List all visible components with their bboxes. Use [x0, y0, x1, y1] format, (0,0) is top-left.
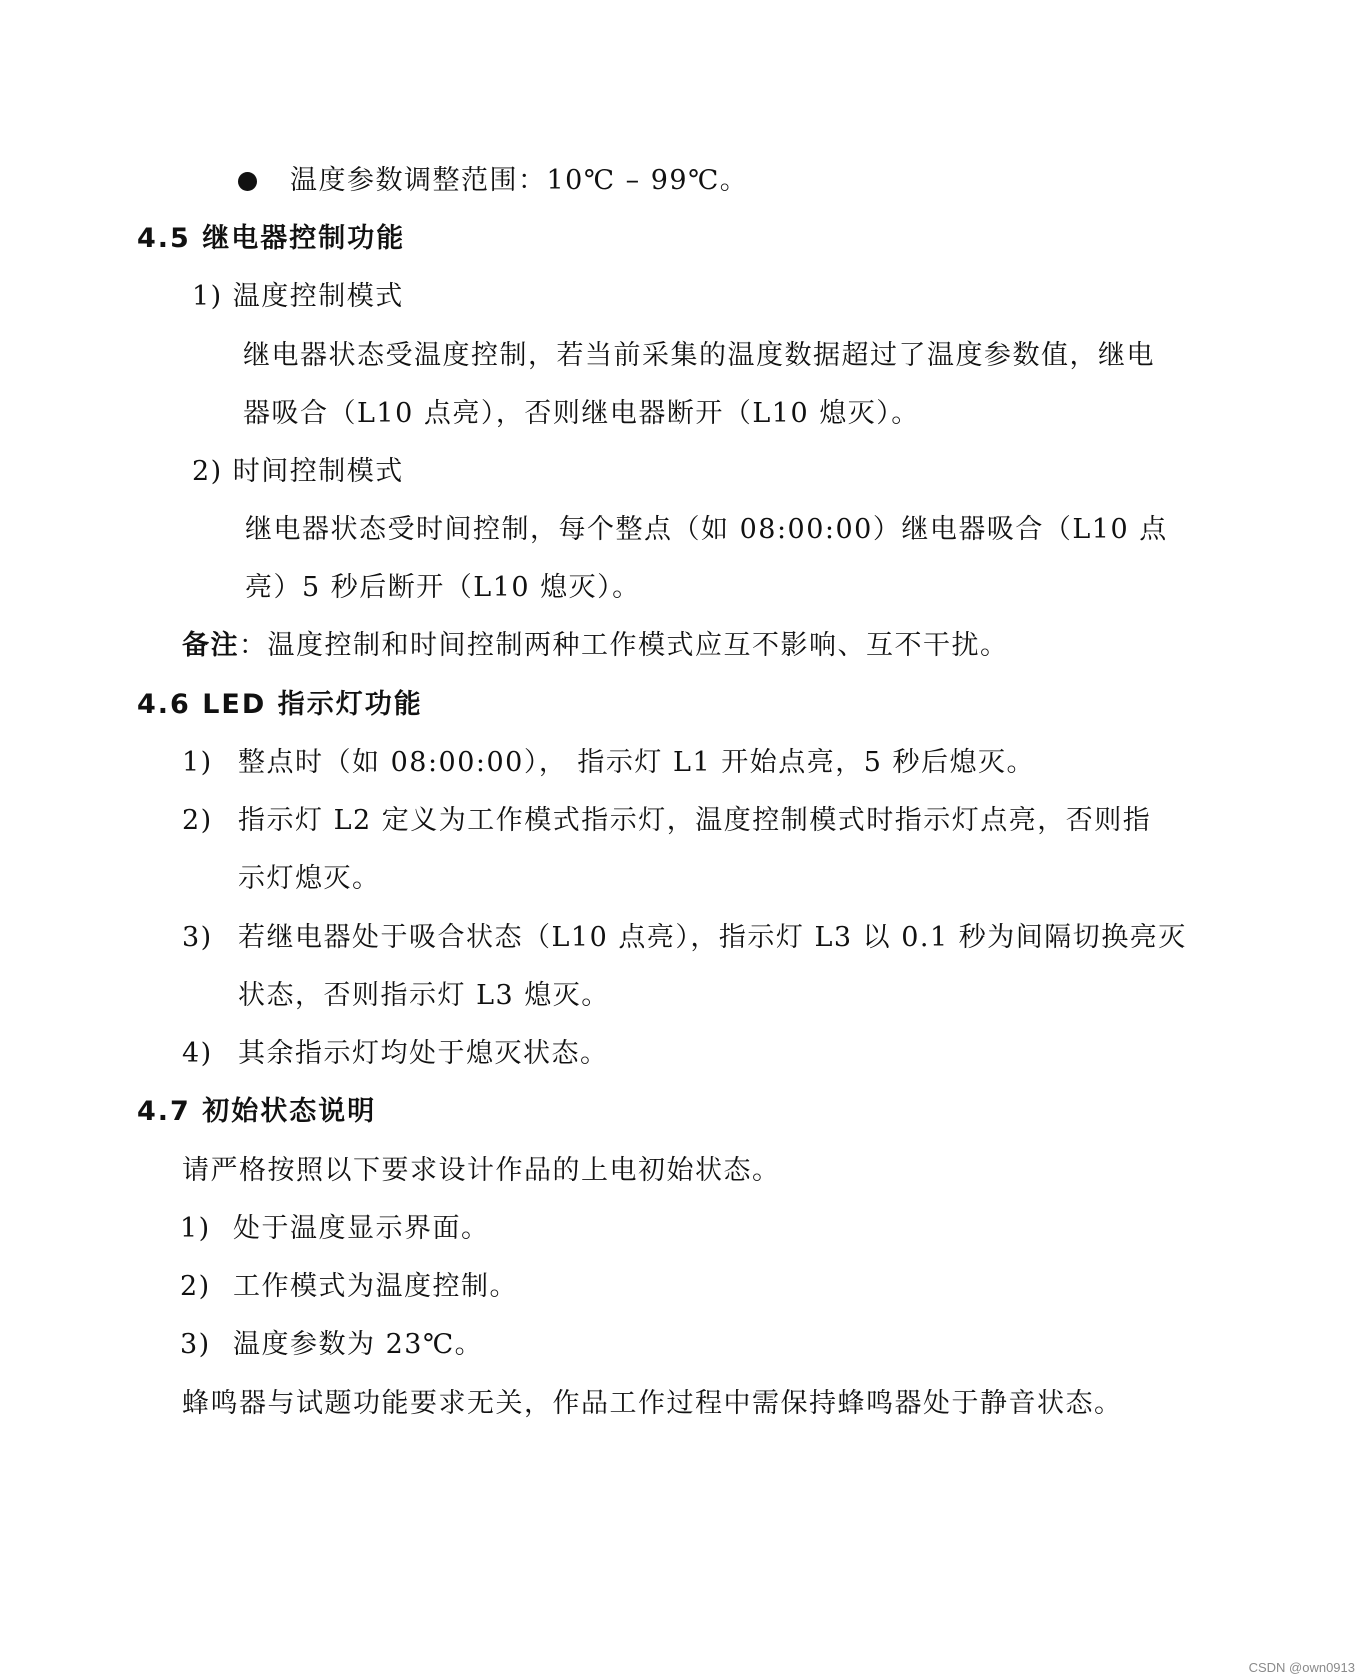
mode2-line1: 继电器状态受时间控制，每个整点（如 08:00:00）继电器吸合（L10 点	[245, 514, 1168, 545]
init-intro: 请严格按照以下要求设计作品的上电初始状态。	[182, 1155, 781, 1186]
section-4-6-heading: 4.6 LED 指示灯功能	[137, 689, 423, 720]
mode1-label: 1) 温度控制模式	[192, 281, 404, 312]
led-item-2-text-cont: 示灯熄灭。	[238, 863, 381, 894]
init-item-1-text: 处于温度显示界面。	[233, 1213, 490, 1244]
mode2-line2: 亮）5 秒后断开（L10 熄灭）。	[245, 572, 641, 603]
led-item-1-text: 整点时（如 08:00:00）， 指示灯 L1 开始点亮，5 秒后熄灭。	[238, 747, 1035, 778]
led-item-4-num: 4)	[182, 1038, 213, 1069]
led-item-3-text-cont: 状态，否则指示灯 L3 熄灭。	[238, 980, 610, 1011]
range-item-text: 温度参数调整范围：10℃ – 99℃。	[290, 165, 749, 196]
mode1-line2: 器吸合（L10 点亮），否则继电器断开（L10 熄灭）。	[243, 398, 920, 429]
watermark: CSDN @own0913	[1248, 1660, 1355, 1675]
init-item-1-num: 1)	[180, 1213, 211, 1244]
closing-paragraph: 蜂鸣器与试题功能要求无关，作品工作过程中需保持蜂鸣器处于静音状态。	[182, 1388, 1123, 1419]
init-item-2-text: 工作模式为温度控制。	[233, 1271, 518, 1302]
note-label: 备注	[182, 630, 239, 661]
led-item-4-text: 其余指示灯均处于熄灭状态。	[238, 1038, 609, 1069]
init-item-3-text: 温度参数为 23℃。	[233, 1329, 484, 1360]
note-paragraph	[182, 628, 1009, 664]
note-text: ：温度控制和时间控制两种工作模式应互不影响、互不干扰。	[239, 630, 1009, 661]
section-4-7-heading: 4.7 初始状态说明	[137, 1096, 377, 1127]
section-4-5-heading: 4.5 继电器控制功能	[137, 223, 406, 254]
led-item-2-text: 指示灯 L2 定义为工作模式指示灯，温度控制模式时指示灯点亮，否则指	[238, 805, 1152, 836]
init-item-3-num: 3)	[180, 1329, 211, 1360]
led-item-1-num: 1)	[182, 747, 213, 778]
mode1-line1: 继电器状态受温度控制，若当前采集的温度数据超过了温度参数值，继电	[243, 340, 1155, 371]
bullet-dot-icon	[238, 172, 257, 191]
led-item-2-num: 2)	[182, 805, 213, 836]
led-item-3-text: 若继电器处于吸合状态（L10 点亮），指示灯 L3 以 0.1 秒为间隔切换亮灭	[238, 922, 1187, 953]
mode2-label: 2) 时间控制模式	[192, 456, 404, 487]
led-item-3-num: 3)	[182, 922, 213, 953]
init-item-2-num: 2)	[180, 1271, 211, 1302]
